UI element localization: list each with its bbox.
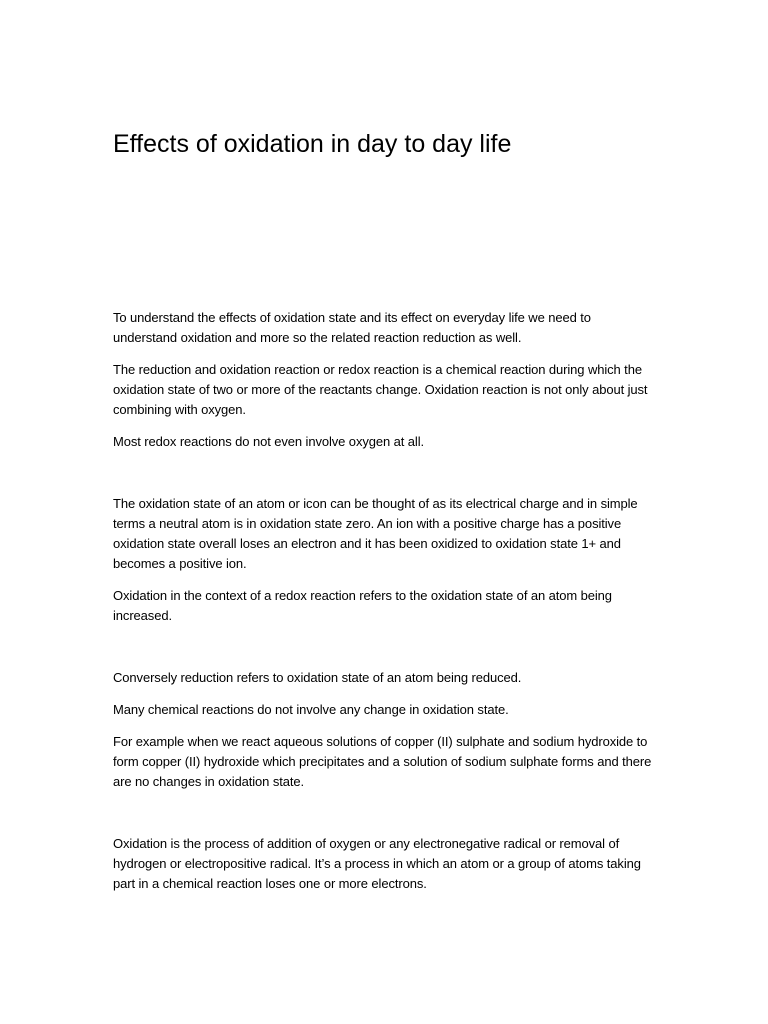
paragraph: For example when we react aqueous solutions of copper (II) sulphate and sodium hydroxide to form copper (II) hydroxide which precipitates and a solution of sodium sulphate forms and there are no changes in oxidation state. (113, 734, 652, 789)
paragraph: To understand the effects of oxidation state and its effect on everyday life we need to understand oxidation and more so the related reaction reduction as well. (113, 310, 591, 345)
document-title: Effects of oxidation in day to day life (113, 130, 512, 158)
paragraph: Oxidation is the process of addition of oxygen or any electronegative radical or removal of hydrogen or electropositive radical. It’s a process in which an atom or a group of atoms taking part in a chemical reaction loses one or more electrons. (113, 836, 641, 891)
paragraph: The reduction and oxidation reaction or redox reaction is a chemical reaction during which the oxidation state of two or more of the reactants change. Oxidation reaction is not only about just combining with oxygen. (113, 362, 648, 417)
paragraph: Most redox reactions do not even involve oxygen at all. (113, 434, 425, 449)
paragraph: The oxidation state of an atom or icon can be thought of as its electrical charge and in simple terms a neutral atom is in oxidation state zero. An ion with a positive charge has a positive oxidation state overall loses an electron and it has been oxidized to oxidation state 1+ and becomes a positive ion. (113, 496, 638, 571)
document-body (113, 308, 653, 906)
paragraph: Conversely reduction refers to oxidation state of an atom being reduced. (113, 670, 522, 685)
paragraph: Oxidation in the context of a redox reaction refers to the oxidation state of an atom being increased. (113, 588, 612, 623)
paragraph: Many chemical reactions do not involve any change in oxidation state. (113, 702, 509, 717)
